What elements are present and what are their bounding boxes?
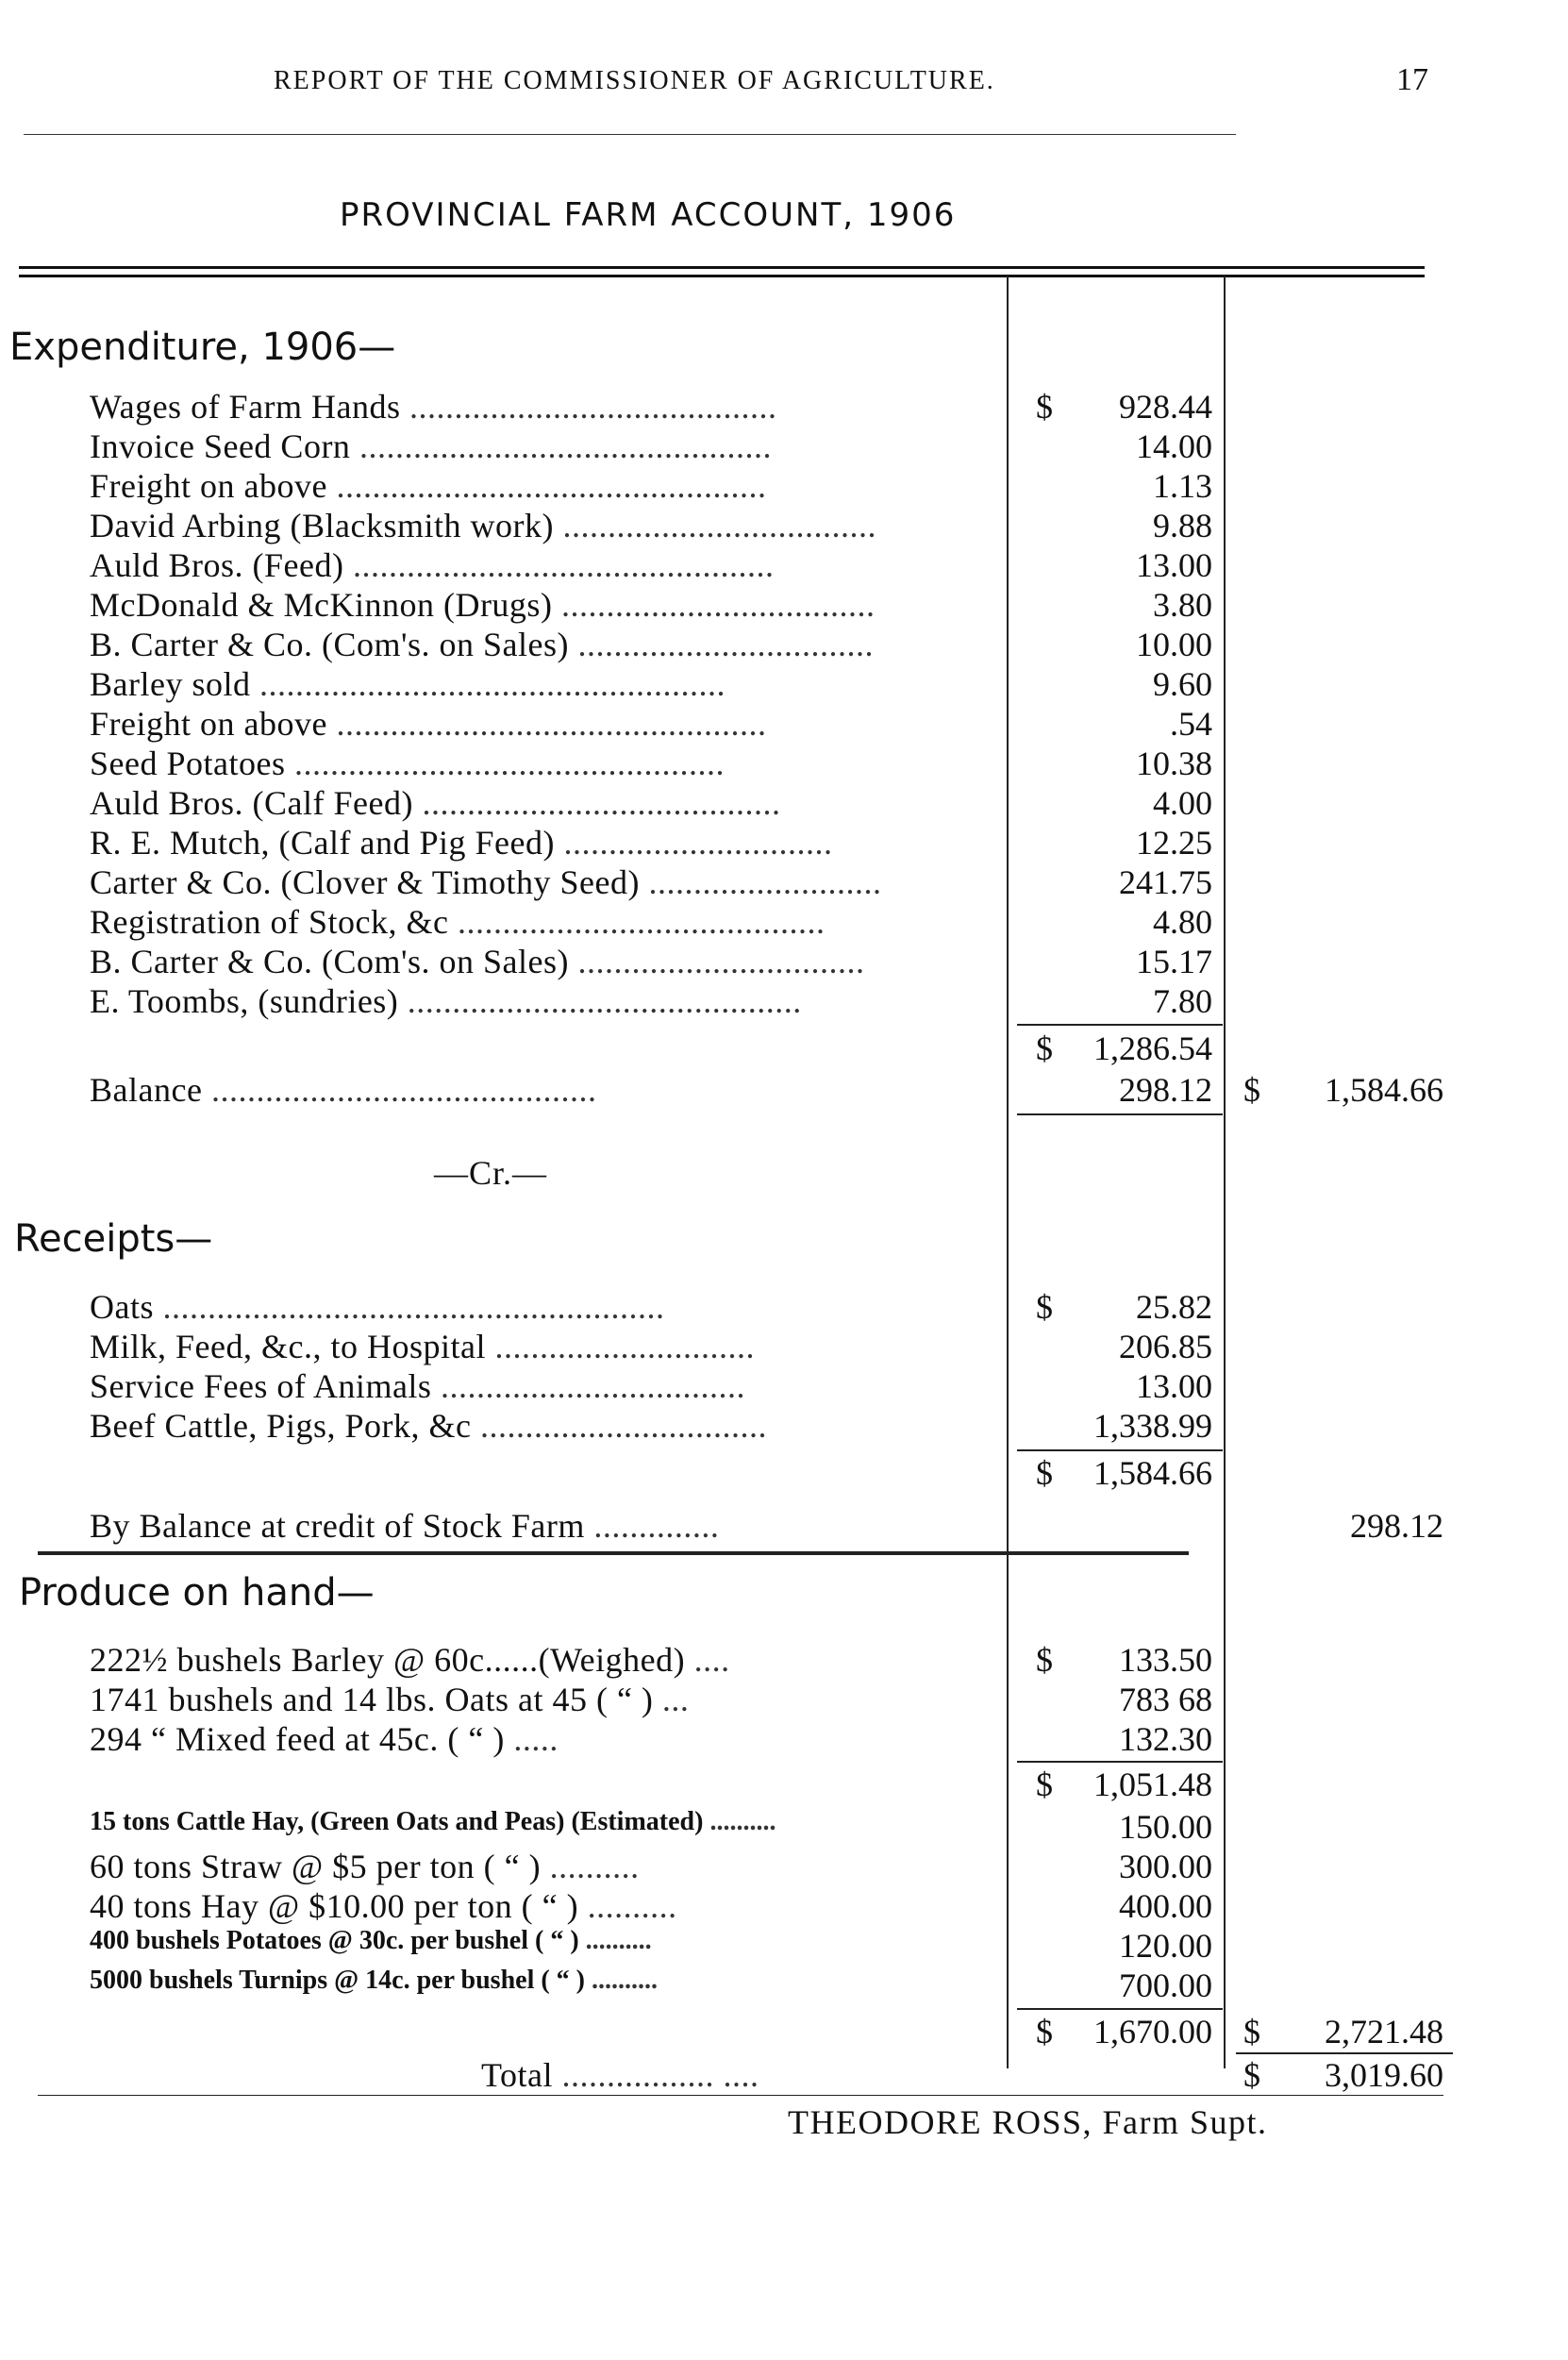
- list-item: Service Fees of Animals .................................. 13.00: [90, 1367, 1212, 1405]
- list-item: Milk, Feed, &c., to Hospital ............................. 206.85: [90, 1328, 1212, 1365]
- list-item: Auld Bros. (Feed) ............................................... 13.00: [90, 546, 1212, 584]
- item-label: Carter & Co. (Clover & Timothy Seed): [90, 863, 640, 901]
- list-item: 60 tons Straw @ $5 per ton ( “ ) .......... 300.00: [90, 1848, 1212, 1885]
- signature: THEODORE ROSS, Farm Supt.: [788, 2103, 1268, 2141]
- list-item: 400 bushels Potatoes @ 30c. per bushel ( “ ) .......... 120.00: [90, 1926, 1212, 1965]
- item-amount: 25.82: [1136, 1288, 1212, 1326]
- estimated-subtotal: 1,670.00: [1093, 2013, 1212, 2050]
- item-amount: .54: [1170, 705, 1212, 743]
- dollar-sign: $: [1036, 2013, 1053, 2050]
- item-amount: 12.25: [1136, 824, 1212, 862]
- title-double-rule: [19, 266, 1425, 277]
- list-item: 222½ bushels Barley @ 60c......(Weighed) .... $ 133.50: [90, 1641, 1212, 1679]
- weighed-subtotal: 1,051.48: [1093, 1766, 1212, 1803]
- item-label: Wages of Farm Hands: [90, 388, 401, 426]
- item-label: R. E. Mutch, (Calf and Pig Feed): [90, 824, 555, 862]
- item-amount: 9.88: [1153, 507, 1212, 544]
- dollar-sign: $: [1036, 1641, 1053, 1679]
- item-label: Auld Bros. (Feed): [90, 546, 344, 584]
- item-label: Beef Cattle, Pigs, Pork, &c: [90, 1407, 472, 1445]
- item-label: 15 tons Cattle Hay, (Green Oats and Peas) (Estimated): [90, 1807, 704, 1836]
- dollar-sign: $: [1036, 1288, 1053, 1326]
- balance-label: Balance: [90, 1071, 203, 1109]
- item-amount: 3.80: [1153, 586, 1212, 624]
- list-item: E. Toombs, (sundries) ............................................ 7.80: [90, 982, 1212, 1020]
- item-amount: 1.13: [1153, 467, 1212, 505]
- dollar-sign: $: [1036, 1766, 1053, 1803]
- list-item: Barley sold .................................................... 9.60: [90, 665, 1212, 703]
- item-amount: 10.38: [1136, 745, 1212, 782]
- item-amount: 13.00: [1136, 546, 1212, 584]
- receipts-balance-row: By Balance at credit of Stock Farm .............. 298.12: [90, 1507, 1443, 1545]
- bottom-rule: [38, 2095, 1443, 2096]
- list-item: McDonald & McKinnon (Drugs) ................................... 3.80: [90, 586, 1212, 624]
- list-item: Oats ........................................................ $ 25.82: [90, 1288, 1212, 1326]
- item-label: Oats: [90, 1288, 154, 1326]
- item-amount: 15.17: [1136, 943, 1212, 980]
- item-label: Barley sold: [90, 665, 251, 703]
- expenditure-heading: Expenditure, 1906—: [9, 326, 396, 369]
- item-label: David Arbing (Blacksmith work): [90, 507, 554, 544]
- list-item: 15 tons Cattle Hay, (Green Oats and Peas) (Estimated) .......... 150.00: [90, 1807, 1212, 1846]
- running-header: [0, 62, 1568, 104]
- list-item: Beef Cattle, Pigs, Pork, &c ................................ 1,338.99: [90, 1407, 1212, 1445]
- list-item: 40 tons Hay @ $10.00 per ton ( “ ) .......... 400.00: [90, 1887, 1212, 1925]
- list-item: Seed Potatoes ................................................ 10.38: [90, 745, 1212, 782]
- item-amount: 132.30: [1119, 1720, 1212, 1758]
- item-amount: 120.00: [1119, 1927, 1212, 1965]
- item-amount: 300.00: [1119, 1848, 1212, 1885]
- list-item: Freight on above ................................................ 1.13: [90, 467, 1212, 505]
- list-item: 5000 bushels Turnips @ 14c. per bushel ( “ ) .......... 700.00: [90, 1966, 1212, 2004]
- list-item: Invoice Seed Corn .............................................. 14.00: [90, 427, 1212, 465]
- dollar-sign: $: [1243, 2056, 1260, 2094]
- list-item: Freight on above ................................................ .54: [90, 705, 1212, 743]
- list-item: Auld Bros. (Calf Feed) ........................................ 4.00: [90, 784, 1212, 822]
- subtotal-rule: [1017, 1024, 1223, 1026]
- item-label: 400 bushels Potatoes @ 30c. per bushel ( “ ): [90, 1926, 579, 1955]
- total-rule: [1236, 2052, 1453, 2054]
- item-label: B. Carter & Co. (Com's. on Sales): [90, 626, 569, 663]
- receipts-subtotal: 1,584.66: [1093, 1454, 1212, 1492]
- subtotal-rule: [1017, 1449, 1223, 1451]
- item-label: 294 “ Mixed feed at 45c. ( “ ): [90, 1720, 505, 1758]
- expenditure-total: 1,584.66: [1325, 1071, 1443, 1109]
- item-label: Invoice Seed Corn: [90, 427, 351, 465]
- item-label: 60 tons Straw @ $5 per ton ( “ ): [90, 1848, 542, 1885]
- item-label: Service Fees of Animals: [90, 1367, 432, 1405]
- item-label: Freight on above: [90, 467, 327, 505]
- list-item: David Arbing (Blacksmith work) ................................... 9.88: [90, 507, 1212, 544]
- dollar-sign: $: [1036, 1454, 1053, 1492]
- item-amount: 4.00: [1153, 784, 1212, 822]
- subtotal-rule: [1017, 1761, 1223, 1763]
- item-amount: 700.00: [1119, 1967, 1212, 2004]
- item-amount: 150.00: [1119, 1808, 1212, 1846]
- section-rule: [38, 1551, 1189, 1555]
- item-label: 1741 bushels and 14 lbs. Oats at 45 ( “ ): [90, 1681, 654, 1718]
- receipts-subtotal-row: [0, 1453, 1568, 1493]
- item-amount: 783 68: [1119, 1681, 1212, 1718]
- balance-amount: 298.12: [1350, 1507, 1443, 1545]
- item-label: 5000 bushels Turnips @ 14c. per bushel ( “ ): [90, 1966, 585, 1995]
- running-header-title: REPORT OF THE COMMISSIONER OF AGRICULTURE.: [274, 66, 995, 95]
- subtotal-rule: [1017, 2008, 1223, 2010]
- item-label: Freight on above: [90, 705, 327, 743]
- item-amount: 206.85: [1119, 1328, 1212, 1365]
- produce-heading: Produce on hand—: [19, 1571, 375, 1615]
- item-label: Auld Bros. (Calf Feed): [90, 784, 413, 822]
- dollar-sign: $: [1036, 1029, 1053, 1067]
- expenditure-subtotal-row: [0, 1029, 1568, 1068]
- item-label: 222½ bushels Barley @ 60c......(Weighed): [90, 1641, 686, 1679]
- item-amount: 13.00: [1136, 1367, 1212, 1405]
- balance-label: By Balance at credit of Stock Farm: [90, 1507, 585, 1545]
- header-rule: [24, 134, 1236, 135]
- produce-total: 2,721.48: [1325, 2013, 1443, 2050]
- weighed-subtotal-row: [0, 1765, 1568, 1804]
- item-amount: 4.80: [1153, 903, 1212, 941]
- list-item: Carter & Co. (Clover & Timothy Seed) .......................... 241.75: [90, 863, 1212, 901]
- item-amount: 14.00: [1136, 427, 1212, 465]
- item-amount: 928.44: [1119, 388, 1212, 426]
- item-label: B. Carter & Co. (Com's. on Sales): [90, 943, 569, 980]
- dollar-sign: $: [1243, 2013, 1260, 2050]
- page-title: PROVINCIAL FARM ACCOUNT, 1906: [340, 196, 957, 234]
- list-item: Registration of Stock, &c ......................................... 4.80: [90, 903, 1212, 941]
- list-item: B. Carter & Co. (Com's. on Sales) ................................. 10.00: [90, 626, 1212, 663]
- credit-label: —Cr.—: [434, 1154, 548, 1192]
- list-item: 1741 bushels and 14 lbs. Oats at 45 ( “ ) ... 783 68: [90, 1681, 1212, 1718]
- dollar-sign: $: [1243, 1071, 1260, 1109]
- grand-total-row: Total ................. .... $ 3,019.60: [481, 2056, 1443, 2094]
- item-label: McDonald & McKinnon (Drugs): [90, 586, 553, 624]
- list-item: R. E. Mutch, (Calf and Pig Feed) .............................. 12.25: [90, 824, 1212, 862]
- item-label: 40 tons Hay @ $10.00 per ton ( “ ): [90, 1887, 579, 1925]
- list-item: B. Carter & Co. (Com's. on Sales) ................................ 15.17: [90, 943, 1212, 980]
- estimated-subtotal-row: [0, 2012, 1568, 2051]
- expenditure-subtotal: 1,286.54: [1093, 1029, 1212, 1067]
- balance-amount: 298.12: [1119, 1071, 1212, 1109]
- list-item: Wages of Farm Hands ......................................... $ 928.44: [90, 388, 1212, 426]
- item-amount: 241.75: [1119, 863, 1212, 901]
- expenditure-balance-row: Balance ........................................... 298.12 $ 1,584.66: [90, 1071, 1443, 1109]
- page-number: 17: [1396, 62, 1428, 97]
- grand-total-label: Total: [481, 2056, 553, 2094]
- item-label: Milk, Feed, &c., to Hospital: [90, 1328, 486, 1365]
- dollar-sign: $: [1036, 388, 1053, 426]
- item-amount: 7.80: [1153, 982, 1212, 1020]
- grand-total: 3,019.60: [1325, 2056, 1443, 2094]
- item-label: Seed Potatoes: [90, 745, 286, 782]
- item-label: Registration of Stock, &c: [90, 903, 449, 941]
- item-label: E. Toombs, (sundries): [90, 982, 399, 1020]
- balance-rule: [1017, 1113, 1223, 1115]
- receipts-heading: Receipts—: [14, 1217, 213, 1261]
- item-amount: 400.00: [1119, 1887, 1212, 1925]
- item-amount: 133.50: [1119, 1641, 1212, 1679]
- item-amount: 10.00: [1136, 626, 1212, 663]
- list-item: 294 “ Mixed feed at 45c. ( “ ) ..... 132.30: [90, 1720, 1212, 1758]
- item-amount: 1,338.99: [1093, 1407, 1212, 1445]
- item-amount: 9.60: [1153, 665, 1212, 703]
